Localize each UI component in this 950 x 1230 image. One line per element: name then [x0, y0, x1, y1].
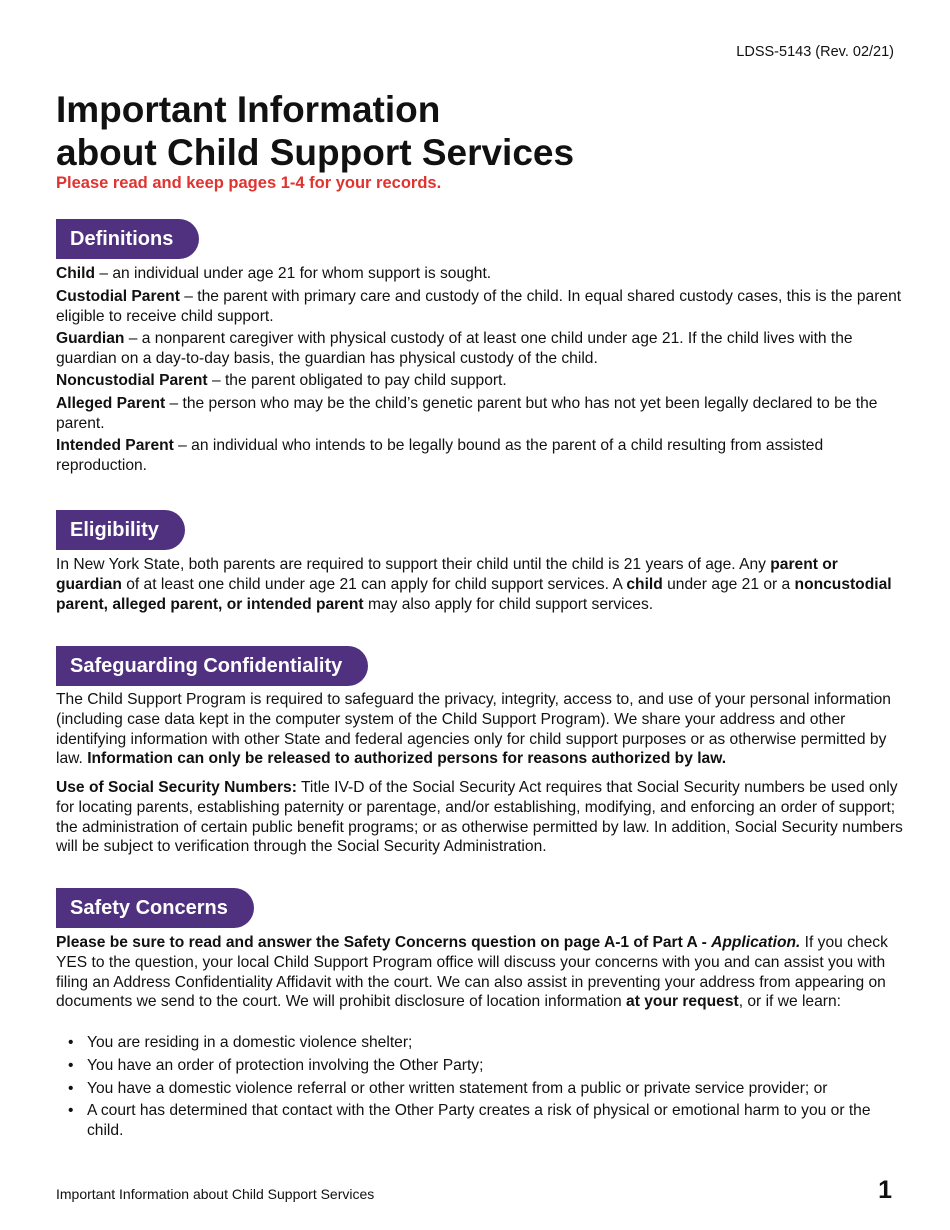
eligibility-bold-2: child — [626, 575, 663, 593]
eligibility-bold-1: parent or guardian — [56, 556, 838, 593]
eligibility-bold-3: noncustodial parent, alleged parent, or intended parent — [56, 575, 892, 613]
list-item: • A court has determined that contact with the Other Party creates a risk of physical or emotional harm to you or the child. — [56, 1101, 906, 1141]
definition-term: Intended Parent — [56, 437, 174, 454]
eligibility-text-1: In New York State, both parents are required to support their child until the child is 21 years of age. Any — [56, 556, 771, 573]
safety-text-1: If you check YES to the question, your local Child Support Program office will discuss your concerns with you and can assist you with filing an Address Confidentiality Affidavit with the court. We can also assist in preventing your address from appearing on documents we send to the court. We will prohibit disclosure of location information — [56, 934, 888, 1011]
confidentiality-heading: Safeguarding Confidentiality — [56, 646, 368, 686]
definition-text: – a nonparent caregiver with physical custody of at least one child under age 21. If the child lives with the guardian on a day-to-day basis, the guardian has physical custody of the child. — [56, 330, 853, 367]
confidentiality-text: The Child Support Program is required to safeguard the privacy, integrity, access to, and use of your personal information (including case data kept in the computer system of the Child Support Program). We share your address and other identifying information with other State and federal agencies only for child support purposes or as otherwise permitted by law. — [56, 691, 891, 768]
eligibility-paragraph — [56, 555, 906, 614]
definition-term: Alleged Parent — [56, 395, 166, 412]
eligibility-heading: Eligibility — [56, 510, 185, 550]
records-notice: Please read and keep pages 1-4 for your records. — [56, 174, 442, 192]
list-item: • You have an order of protection involving the Other Party; — [56, 1056, 906, 1076]
confidentiality-bold: Information can only be released to authorized persons for reasons authorized by law. — [87, 750, 727, 768]
ssn-paragraph — [56, 778, 906, 857]
definition-term: Child — [56, 265, 95, 282]
list-item: • You have a domestic violence referral or other written statement from a public or private service provider; or — [56, 1079, 906, 1099]
definition-term: Guardian — [56, 330, 125, 347]
definition-text: – the parent with primary care and custody of the child. In equal shared custody cases, this is the parent eligible to receive child support. — [56, 288, 902, 325]
eligibility-text-4: may also apply for child support services. — [363, 595, 654, 613]
eligibility-text-2: of at least one child under age 21 can apply for child support services. A — [121, 575, 627, 593]
definition-alleged-parent — [56, 394, 906, 434]
safety-bold-1: Please be sure to read and answer the Safety Concerns question on page A-1 of Part A - — [56, 934, 712, 951]
definition-text: – an individual under age 21 for whom support is sought. — [94, 265, 492, 282]
page-number: 1 — [878, 1176, 892, 1204]
definition-noncustodial-parent — [56, 371, 906, 391]
definition-text: – an individual who intends to be legally bound as the parent of a child resulting from assisted reproduction. — [56, 437, 824, 474]
list-item: • You are residing in a domestic violence shelter; — [56, 1033, 906, 1053]
safety-bold-2: at your request — [626, 993, 739, 1011]
safety-bullet-list — [56, 1033, 906, 1144]
eligibility-text-3: under age 21 or a — [662, 575, 795, 593]
page-title — [56, 88, 574, 174]
page-title-line2: about Child Support Services — [56, 132, 575, 173]
definition-term: Custodial Parent — [56, 288, 180, 305]
safety-bold-italic: Application. — [711, 934, 801, 951]
ssn-text: Title IV-D of the Social Security Act requires that Social Security numbers be used only for locating parents, establishing paternity or parentage, and/or establishing, modifying, and enforcing an order of support; the administration of certain public benefit programs; or as otherwise permitted by law. In addition, Social Security numbers will be subject to verification through the Social Security Administration. — [56, 779, 903, 856]
page-title-line1: Important Information — [56, 89, 441, 130]
form-id: LDSS-5143 (Rev. 02/21) — [736, 44, 894, 60]
confidentiality-paragraph — [56, 690, 906, 769]
definition-text: – the parent obligated to pay child support. — [207, 372, 507, 389]
definition-guardian — [56, 329, 906, 369]
definition-custodial-parent — [56, 287, 906, 327]
definitions-heading: Definitions — [56, 219, 199, 259]
safety-paragraph — [56, 933, 906, 1012]
definition-child — [56, 264, 906, 284]
ssn-bold: Use of Social Security Numbers: — [56, 779, 297, 796]
safety-heading: Safety Concerns — [56, 888, 254, 928]
definition-intended-parent — [56, 436, 906, 476]
definition-text: – the person who may be the child’s genetic parent but who has not yet been legally declared to be the parent. — [56, 395, 878, 432]
footer-title: Important Information about Child Support Services — [56, 1186, 375, 1202]
definition-term: Noncustodial Parent — [56, 372, 208, 389]
safety-text-2: , or if we learn: — [738, 993, 841, 1011]
